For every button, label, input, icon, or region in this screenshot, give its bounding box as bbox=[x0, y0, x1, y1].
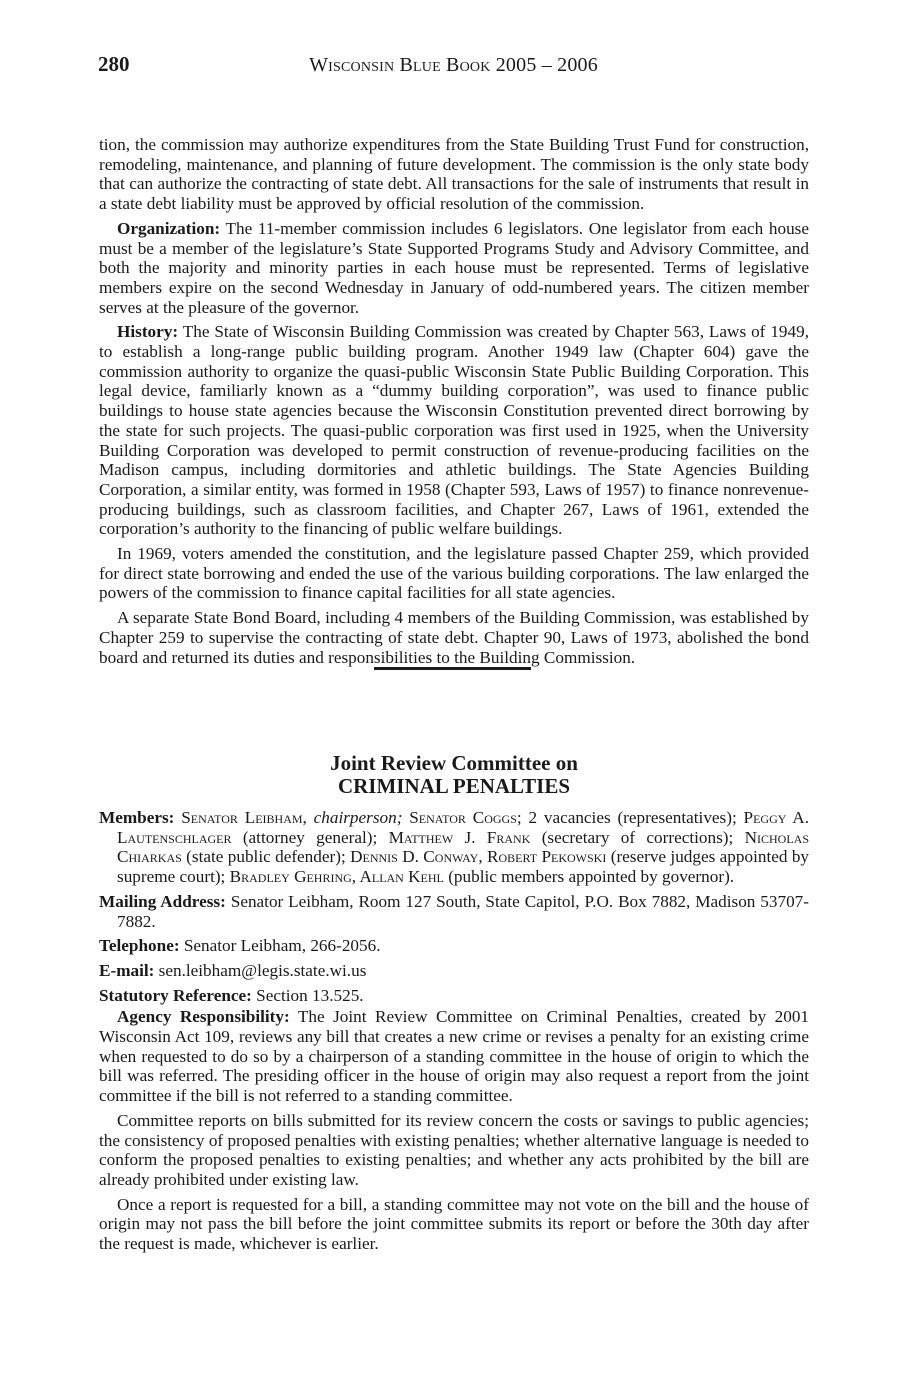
vacancies-text: 2 vacancies (representatives); bbox=[521, 808, 744, 827]
heading-line-2: CRIMINAL PENALTIES bbox=[337, 774, 571, 798]
email-label: E-mail: bbox=[99, 960, 155, 980]
heading-line-1: Joint Review Committee on bbox=[330, 751, 578, 775]
role-public-members: (public members appointed by governor). bbox=[443, 867, 735, 887]
page-number: 280 bbox=[98, 52, 130, 76]
building-commission-section bbox=[99, 135, 809, 672]
member-coggs: Senator Coggs; bbox=[409, 808, 522, 827]
telephone-text: Senator Leibham, 266-2056. bbox=[179, 936, 381, 956]
members-paragraph bbox=[99, 808, 809, 887]
continued-paragraph: tion, the commission may authorize expenditures from the State Building Trust Fund for construction, remodeling, maintenance, and planning of future development. The commission is the only state body that can authorize the contracting of state debt. All transactions for the sale of instruments that result in a state debt liability must be approved by official resolution of the commission. bbox=[99, 135, 809, 214]
mailing-text: Senator Leibham, Room 127 South, State Capitol, P.O. Box 7882, Madison 53707-7882. bbox=[117, 891, 809, 931]
agency-text: The Joint Review Committee on Criminal Penalties, created by 2001 Wisconsin Act 109, reviews any bill that creates a new crime or revises a penalty for an existing crime when requested to do so by a chairperson of a standing committee in the house of origin to which the bill was referred. The presiding officer in the house of origin may also request a report from the joint committee if the bill is not referred to a standing committee. bbox=[99, 1007, 810, 1106]
organization-text: The 11-member commission includes 6 legislators. One legislator from each house must be a member of the legislature’s State Supported Programs Study and Advisory Committee, and both the majority and minority parties in each house must be represented. Terms of legislative members expire on the second Wednesday in January of odd-numbered years. The citizen member serves at the pleasure of the governor. bbox=[99, 218, 809, 317]
member-lautenschlager: Peggy A. Lautenschlager bbox=[117, 808, 809, 847]
mailing-label: Mailing Address: bbox=[99, 891, 226, 911]
running-title: Wisconsin Blue Book 2005 – 2006 bbox=[309, 54, 598, 76]
statutory-reference-paragraph bbox=[99, 986, 809, 1006]
member-frank: Matthew J. Frank bbox=[388, 827, 531, 847]
history-label: History: bbox=[117, 322, 179, 342]
statutory-text: Section 13.525. bbox=[251, 985, 364, 1005]
agency-responsibility-paragraph bbox=[99, 1007, 809, 1106]
paragraph-bond-board: A separate State Bond Board, including 4 members of the Building Commission, was established by Chapter 259 to supervise the contracting of state debt. Chapter 90, Laws of 1973, abolished the bond board and returned its duties and responsibilities to the Building Commission. bbox=[99, 608, 809, 667]
members-label: Members: bbox=[99, 808, 175, 827]
member-gehring-kehl: Bradley Gehring, Allan Kehl bbox=[229, 867, 444, 887]
role-reserve-judges: (reserve judges appointed by supreme court); bbox=[117, 847, 810, 887]
section-heading bbox=[99, 752, 809, 798]
criminal-penalties-section bbox=[99, 808, 809, 1259]
history-paragraph bbox=[99, 322, 809, 539]
organization-paragraph bbox=[99, 219, 809, 318]
statutory-label: Statutory Reference: bbox=[99, 985, 252, 1005]
page-header bbox=[98, 52, 809, 81]
organization-label: Organization: bbox=[117, 218, 221, 238]
member-chiarkas: Nicholas Chiarkas bbox=[117, 827, 809, 867]
history-text: The State of Wisconsin Building Commission was created by Chapter 563, Laws of 1949, to establish a long-range public building program. Another 1949 law (Chapter 604) gave the commission authority to organize the quasi-public Wisconsin State Public Building Corporation. This legal device, familiarly known as a “dummy building corporation”, was used to finance public buildings to house state agencies because the Wisconsin Constitution prevented direct borrowing by the state for such projects. The quasi-public corporation was first used in 1925, when the University Building Corporation was developed to permit construction of revenue-producing facilities on the Madison campus, including dormitories and athletic buildings. The State Agencies Building Corporation, a similar entity, was formed in 1958 (Chapter 593, Laws of 1957) to finance nonrevenue-producing buildings, such as classroom facilities, and Chapter 267, Laws of 1961, extended the corporation’s authority to the financing of public welfare buildings. bbox=[99, 322, 809, 539]
chairperson-label: chairperson; bbox=[313, 808, 403, 827]
telephone-paragraph bbox=[99, 936, 809, 956]
role-public-defender: (state public defender); bbox=[181, 847, 351, 867]
email-text: sen.leibham@legis.state.wi.us bbox=[154, 960, 367, 980]
member-conway-pekowski: Dennis D. Conway, Robert Pekowski bbox=[350, 847, 607, 867]
committee-reports-paragraph: Committee reports on bills submitted for its review concern the costs or savings to public agencies; the consistency of proposed penalties with existing penalties; whether alternative language is needed to conform the proposed penalties to existing penalties; and whether any acts prohibited by the bill are already prohibited under existing law. bbox=[99, 1110, 809, 1189]
member-leibham: Senator Leibham, bbox=[181, 808, 307, 827]
agency-label: Agency Responsibility: bbox=[117, 1007, 290, 1027]
section-divider bbox=[374, 667, 531, 670]
paragraph-1969: In 1969, voters amended the constitution, and the legislature passed Chapter 259, which provided for direct state borrowing and ended the use of the various building corporations. The law enlarged the powers of the commission to finance capital facilities for all state agencies. bbox=[99, 544, 809, 603]
report-requested-paragraph: Once a report is requested for a bill, a standing committee may not vote on the bill and the house of origin may not pass the bill before the joint committee submits its report or before the 30th day after the request is made, whichever is earlier. bbox=[99, 1194, 809, 1254]
role-attorney-general: (attorney general); bbox=[231, 827, 389, 847]
email-paragraph bbox=[99, 961, 809, 981]
telephone-label: Telephone: bbox=[99, 936, 180, 956]
mailing-address-paragraph bbox=[99, 892, 809, 931]
role-secretary-corrections: (secretary of corrections); bbox=[530, 827, 745, 847]
